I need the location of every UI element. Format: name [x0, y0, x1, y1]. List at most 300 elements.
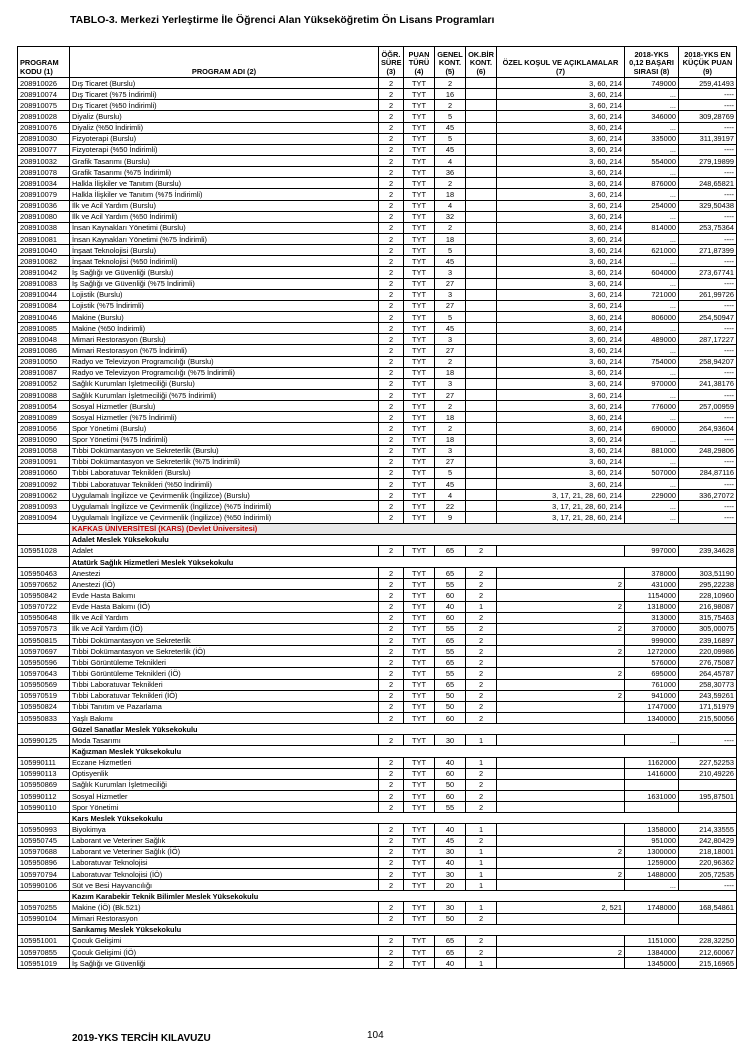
- table-row: [18, 133, 737, 144]
- general-quota-cell: 3: [435, 289, 466, 300]
- general-quota-cell: 45: [435, 479, 466, 490]
- top-student-quota-cell: 2: [466, 835, 497, 846]
- duration-cell: 2: [379, 635, 404, 646]
- success-rank-cell: 1747000: [625, 701, 679, 712]
- table-row: [18, 111, 737, 122]
- program-code-cell: 105970688: [18, 846, 70, 857]
- program-code-cell: 208910050: [18, 356, 70, 367]
- program-code-cell: 208910084: [18, 300, 70, 311]
- general-quota-cell: 65: [435, 946, 466, 957]
- general-quota-cell: 18: [435, 367, 466, 378]
- general-quota-cell: 27: [435, 345, 466, 356]
- table-row: [18, 713, 737, 724]
- general-quota-cell: 40: [435, 601, 466, 612]
- table-row: [18, 791, 737, 802]
- general-quota-cell: 60: [435, 713, 466, 724]
- conditions-cell: 3, 60, 214: [497, 289, 625, 300]
- footer-guide-title: 2019-YKS TERCİH KILAVUZU: [72, 1033, 211, 1044]
- top-student-quota-cell: 2: [466, 802, 497, 813]
- success-rank-cell: ...: [625, 233, 679, 244]
- table-row: [18, 501, 737, 512]
- conditions-cell: 2: [497, 690, 625, 701]
- table-row: [18, 222, 737, 233]
- empty-code-cell: [18, 924, 70, 935]
- conditions-cell: [497, 701, 625, 712]
- table-row: [18, 289, 737, 300]
- top-student-quota-cell: 2: [466, 679, 497, 690]
- top-student-quota-cell: [466, 334, 497, 345]
- program-code-cell: 105951001: [18, 935, 70, 946]
- header-program-adi: PROGRAM ADI (2): [70, 47, 379, 78]
- top-student-quota-cell: 2: [466, 579, 497, 590]
- conditions-cell: 3, 60, 214: [497, 245, 625, 256]
- program-code-cell: 208910093: [18, 501, 70, 512]
- program-code-cell: 208910030: [18, 133, 70, 144]
- table-row: [18, 545, 737, 556]
- conditions-cell: 3, 60, 214: [497, 155, 625, 166]
- general-quota-cell: 65: [435, 635, 466, 646]
- table-row: [18, 412, 737, 423]
- top-student-quota-cell: [466, 345, 497, 356]
- programs-table: [17, 46, 737, 969]
- score-type-cell: TYT: [404, 334, 435, 345]
- program-name-cell: Sosyal Hizmetler (Burslu): [70, 401, 379, 412]
- table-row: [18, 256, 737, 267]
- score-type-cell: TYT: [404, 958, 435, 969]
- program-code-cell: 105950463: [18, 568, 70, 579]
- general-quota-cell: 50: [435, 913, 466, 924]
- min-score-cell: 315,75463: [679, 612, 737, 623]
- success-rank-cell: 1259000: [625, 857, 679, 868]
- score-type-cell: TYT: [404, 857, 435, 868]
- header-ozel-kosul: ÖZEL KOŞUL VE AÇIKLAMALAR (7): [497, 47, 625, 78]
- general-quota-cell: 5: [435, 311, 466, 322]
- program-code-cell: 208910062: [18, 490, 70, 501]
- general-quota-cell: 45: [435, 256, 466, 267]
- program-name-cell: Tıbbi Dokümantasyon ve Sekreterlik (%75 İndirimli): [70, 456, 379, 467]
- program-code-cell: 105950745: [18, 835, 70, 846]
- min-score-cell: 254,50947: [679, 311, 737, 322]
- success-rank-cell: 749000: [625, 78, 679, 89]
- table-row: [18, 89, 737, 100]
- program-name-cell: Çocuk Gelişimi (İÖ): [70, 946, 379, 957]
- program-code-cell: 208910088: [18, 389, 70, 400]
- min-score-cell: ----: [679, 189, 737, 200]
- score-type-cell: TYT: [404, 690, 435, 701]
- table-row: [18, 445, 737, 456]
- program-code-cell: 208910046: [18, 311, 70, 322]
- table-row: [18, 378, 737, 389]
- success-rank-cell: 431000: [625, 579, 679, 590]
- duration-cell: 2: [379, 824, 404, 835]
- program-name-cell: Spor Yönetimi: [70, 802, 379, 813]
- program-code-cell: 208910085: [18, 323, 70, 334]
- success-rank-cell: ...: [625, 323, 679, 334]
- success-rank-cell: ...: [625, 479, 679, 490]
- program-code-cell: 105970855: [18, 946, 70, 957]
- top-student-quota-cell: [466, 401, 497, 412]
- score-type-cell: TYT: [404, 646, 435, 657]
- min-score-cell: 215,16965: [679, 958, 737, 969]
- min-score-cell: ----: [679, 256, 737, 267]
- top-student-quota-cell: 1: [466, 902, 497, 913]
- conditions-cell: [497, 824, 625, 835]
- conditions-cell: 3, 60, 214: [497, 89, 625, 100]
- program-code-cell: 208910034: [18, 178, 70, 189]
- duration-cell: 2: [379, 690, 404, 701]
- duration-cell: 2: [379, 668, 404, 679]
- program-code-cell: 208910094: [18, 512, 70, 523]
- faculty-name: Güzel Sanatlar Meslek Yüksekokulu: [70, 724, 737, 735]
- table-row: [18, 779, 737, 790]
- top-student-quota-cell: [466, 245, 497, 256]
- program-name-cell: Grafik Tasarımı (%75 İndirimli): [70, 167, 379, 178]
- program-code-cell: 208910077: [18, 144, 70, 155]
- duration-cell: 2: [379, 713, 404, 724]
- program-name-cell: Biyokimya: [70, 824, 379, 835]
- min-score-cell: 279,19899: [679, 155, 737, 166]
- min-score-cell: ----: [679, 479, 737, 490]
- faculty-name: Adalet Meslek Yüksekokulu: [70, 534, 737, 545]
- table-row: [18, 958, 737, 969]
- table-row: [18, 434, 737, 445]
- duration-cell: 2: [379, 501, 404, 512]
- program-name-cell: Laborant ve Veteriner Sağlık (İÖ): [70, 846, 379, 857]
- table-row: [18, 757, 737, 768]
- top-student-quota-cell: 1: [466, 958, 497, 969]
- table-row: [18, 278, 737, 289]
- conditions-cell: 2: [497, 946, 625, 957]
- top-student-quota-cell: [466, 378, 497, 389]
- score-type-cell: TYT: [404, 233, 435, 244]
- success-rank-cell: ...: [625, 256, 679, 267]
- score-type-cell: TYT: [404, 479, 435, 490]
- general-quota-cell: 32: [435, 211, 466, 222]
- score-type-cell: TYT: [404, 668, 435, 679]
- program-name-cell: Lojistik (Burslu): [70, 289, 379, 300]
- duration-cell: 2: [379, 245, 404, 256]
- top-student-quota-cell: 2: [466, 713, 497, 724]
- table-row: [18, 868, 737, 879]
- program-name-cell: Tıbbi Dokümantasyon ve Sekreterlik (İÖ): [70, 646, 379, 657]
- min-score-cell: 220,96362: [679, 857, 737, 868]
- program-code-cell: 208910080: [18, 211, 70, 222]
- duration-cell: 2: [379, 958, 404, 969]
- conditions-cell: 3, 60, 214: [497, 401, 625, 412]
- faculty-name: Kazım Karabekir Teknik Bilimler Meslek Yüksekokulu: [70, 891, 737, 902]
- top-student-quota-cell: 2: [466, 791, 497, 802]
- program-code-cell: 105990112: [18, 791, 70, 802]
- success-rank-cell: 1488000: [625, 868, 679, 879]
- duration-cell: 2: [379, 256, 404, 267]
- min-score-cell: ----: [679, 122, 737, 133]
- empty-code-cell: [18, 746, 70, 757]
- program-name-cell: Uygulamalı İngilizce ve Çevirmenlik (İngilizce) (%50 İndirimli): [70, 512, 379, 523]
- general-quota-cell: 45: [435, 144, 466, 155]
- success-rank-cell: 721000: [625, 289, 679, 300]
- table-row: [18, 456, 737, 467]
- score-type-cell: TYT: [404, 89, 435, 100]
- top-student-quota-cell: 2: [466, 913, 497, 924]
- success-rank-cell: 346000: [625, 111, 679, 122]
- duration-cell: 2: [379, 222, 404, 233]
- table-row: [18, 389, 737, 400]
- conditions-cell: 3, 60, 214: [497, 144, 625, 155]
- top-student-quota-cell: [466, 111, 497, 122]
- table-row: [18, 100, 737, 111]
- program-name-cell: Süt ve Besi Hayvancılığı: [70, 880, 379, 891]
- conditions-cell: 3, 60, 214: [497, 122, 625, 133]
- duration-cell: 2: [379, 323, 404, 334]
- general-quota-cell: 60: [435, 590, 466, 601]
- empty-code-cell: [18, 724, 70, 735]
- faculty-header-row: [18, 746, 737, 757]
- min-score-cell: ----: [679, 144, 737, 155]
- score-type-cell: TYT: [404, 155, 435, 166]
- duration-cell: 2: [379, 935, 404, 946]
- program-name-cell: Dış Ticaret (%75 İndirimli): [70, 89, 379, 100]
- program-name-cell: Dış Ticaret (Burslu): [70, 78, 379, 89]
- program-name-cell: Tıbbi Dokümantasyon ve Sekreterlik (Burslu): [70, 445, 379, 456]
- table-row: [18, 189, 737, 200]
- general-quota-cell: 65: [435, 935, 466, 946]
- score-type-cell: TYT: [404, 256, 435, 267]
- table-row: [18, 245, 737, 256]
- program-code-cell: 208910026: [18, 78, 70, 89]
- score-type-cell: TYT: [404, 445, 435, 456]
- conditions-cell: 3, 17, 21, 28, 60, 214: [497, 512, 625, 523]
- success-rank-cell: 1318000: [625, 601, 679, 612]
- conditions-cell: 3, 60, 214: [497, 233, 625, 244]
- success-rank-cell: 1154000: [625, 590, 679, 601]
- program-name-cell: Tıbbi Tanıtım ve Pazarlama: [70, 701, 379, 712]
- success-rank-cell: 690000: [625, 423, 679, 434]
- duration-cell: 2: [379, 490, 404, 501]
- conditions-cell: [497, 958, 625, 969]
- duration-cell: 2: [379, 768, 404, 779]
- success-rank-cell: [625, 913, 679, 924]
- min-score-cell: 220,09986: [679, 646, 737, 657]
- general-quota-cell: 40: [435, 857, 466, 868]
- min-score-cell: ----: [679, 300, 737, 311]
- duration-cell: 2: [379, 791, 404, 802]
- program-code-cell: 105951019: [18, 958, 70, 969]
- general-quota-cell: 27: [435, 300, 466, 311]
- faculty-header-row: [18, 557, 737, 568]
- table-row: [18, 155, 737, 166]
- top-student-quota-cell: 1: [466, 868, 497, 879]
- score-type-cell: TYT: [404, 100, 435, 111]
- success-rank-cell: 941000: [625, 690, 679, 701]
- success-rank-cell: 507000: [625, 467, 679, 478]
- table-row: [18, 601, 737, 612]
- program-name-cell: Tıbbi Laboratuvar Teknikleri (%50 İndirimli): [70, 479, 379, 490]
- score-type-cell: TYT: [404, 200, 435, 211]
- conditions-cell: 2: [497, 623, 625, 634]
- success-rank-cell: 754000: [625, 356, 679, 367]
- program-code-cell: 208910060: [18, 467, 70, 478]
- success-rank-cell: 313000: [625, 612, 679, 623]
- empty-code-cell: [18, 534, 70, 545]
- success-rank-cell: ...: [625, 100, 679, 111]
- min-score-cell: 271,87399: [679, 245, 737, 256]
- general-quota-cell: 55: [435, 579, 466, 590]
- general-quota-cell: 36: [435, 167, 466, 178]
- duration-cell: 2: [379, 512, 404, 523]
- program-name-cell: Anestezi: [70, 568, 379, 579]
- duration-cell: 2: [379, 300, 404, 311]
- duration-cell: 2: [379, 389, 404, 400]
- program-name-cell: Tıbbi Laboratuvar Teknikleri: [70, 679, 379, 690]
- duration-cell: 2: [379, 946, 404, 957]
- duration-cell: 2: [379, 356, 404, 367]
- top-student-quota-cell: 1: [466, 757, 497, 768]
- min-score-cell: 210,49226: [679, 768, 737, 779]
- min-score-cell: 216,98087: [679, 601, 737, 612]
- program-name-cell: Sağlık Kurumları İşletmeciliği (Burslu): [70, 378, 379, 389]
- program-name-cell: İnşaat Teknolojisi (%50 İndirimli): [70, 256, 379, 267]
- table-row: [18, 78, 737, 89]
- program-code-cell: 105950815: [18, 635, 70, 646]
- program-name-cell: Eczane Hizmetleri: [70, 757, 379, 768]
- conditions-cell: [497, 880, 625, 891]
- score-type-cell: TYT: [404, 545, 435, 556]
- min-score-cell: ----: [679, 100, 737, 111]
- min-score-cell: 239,34628: [679, 545, 737, 556]
- top-student-quota-cell: 2: [466, 946, 497, 957]
- program-name-cell: Makine (Burslu): [70, 311, 379, 322]
- program-name-cell: Fizyoterapi (%50 İndirimli): [70, 144, 379, 155]
- min-score-cell: 311,39197: [679, 133, 737, 144]
- conditions-cell: 3, 60, 214: [497, 100, 625, 111]
- min-score-cell: 261,99726: [679, 289, 737, 300]
- success-rank-cell: 229000: [625, 490, 679, 501]
- success-rank-cell: 576000: [625, 657, 679, 668]
- score-type-cell: TYT: [404, 623, 435, 634]
- top-student-quota-cell: [466, 445, 497, 456]
- program-code-cell: 105950869: [18, 779, 70, 790]
- duration-cell: 2: [379, 311, 404, 322]
- program-name-cell: Uygulamalı İngilizce ve Çevirmenlik (İngilizce) (%75 İndirimli): [70, 501, 379, 512]
- general-quota-cell: 55: [435, 668, 466, 679]
- program-code-cell: 105951028: [18, 545, 70, 556]
- top-student-quota-cell: [466, 490, 497, 501]
- top-student-quota-cell: [466, 189, 497, 200]
- table-row: [18, 946, 737, 957]
- duration-cell: 2: [379, 846, 404, 857]
- duration-cell: 2: [379, 78, 404, 89]
- general-quota-cell: 22: [435, 501, 466, 512]
- general-quota-cell: 2: [435, 423, 466, 434]
- table-row: [18, 122, 737, 133]
- success-rank-cell: 761000: [625, 679, 679, 690]
- min-score-cell: 218,18001: [679, 846, 737, 857]
- min-score-cell: 295,22238: [679, 579, 737, 590]
- top-student-quota-cell: [466, 155, 497, 166]
- top-student-quota-cell: 2: [466, 668, 497, 679]
- general-quota-cell: 45: [435, 122, 466, 133]
- conditions-cell: 2: [497, 601, 625, 612]
- table-row: [18, 144, 737, 155]
- table-row: [18, 902, 737, 913]
- score-type-cell: TYT: [404, 846, 435, 857]
- program-name-cell: Tıbbi Laboratuvar Teknikleri (İÖ): [70, 690, 379, 701]
- program-code-cell: 208910036: [18, 200, 70, 211]
- conditions-cell: [497, 779, 625, 790]
- conditions-cell: 3, 60, 214: [497, 434, 625, 445]
- general-quota-cell: 65: [435, 657, 466, 668]
- success-rank-cell: 554000: [625, 155, 679, 166]
- general-quota-cell: 27: [435, 456, 466, 467]
- program-code-cell: 105970722: [18, 601, 70, 612]
- top-student-quota-cell: 1: [466, 824, 497, 835]
- score-type-cell: TYT: [404, 835, 435, 846]
- conditions-cell: 3, 60, 214: [497, 345, 625, 356]
- success-rank-cell: 604000: [625, 267, 679, 278]
- top-student-quota-cell: 2: [466, 768, 497, 779]
- top-student-quota-cell: [466, 200, 497, 211]
- top-student-quota-cell: [466, 256, 497, 267]
- table-row: [18, 323, 737, 334]
- score-type-cell: TYT: [404, 434, 435, 445]
- duration-cell: 2: [379, 189, 404, 200]
- header-en-kucuk-puan: 2018-YKS EN KÜÇÜK PUAN (9): [679, 47, 737, 78]
- program-name-cell: Moda Tasarımı: [70, 735, 379, 746]
- top-student-quota-cell: [466, 133, 497, 144]
- general-quota-cell: 18: [435, 434, 466, 445]
- program-code-cell: 105970652: [18, 579, 70, 590]
- general-quota-cell: 20: [435, 880, 466, 891]
- conditions-cell: 2, 521: [497, 902, 625, 913]
- program-code-cell: 105970519: [18, 690, 70, 701]
- top-student-quota-cell: 2: [466, 545, 497, 556]
- min-score-cell: 228,10960: [679, 590, 737, 601]
- program-name-cell: Radyo ve Televizyon Programcılığı (Burslu): [70, 356, 379, 367]
- header-puan-turu: PUAN TÜRÜ (4): [404, 47, 435, 78]
- faculty-name: Kars Meslek Yüksekokulu: [70, 813, 737, 824]
- top-student-quota-cell: [466, 211, 497, 222]
- general-quota-cell: 55: [435, 623, 466, 634]
- top-student-quota-cell: [466, 233, 497, 244]
- min-score-cell: 168,54861: [679, 902, 737, 913]
- table-row: [18, 267, 737, 278]
- min-score-cell: 336,27072: [679, 490, 737, 501]
- score-type-cell: TYT: [404, 590, 435, 601]
- min-score-cell: ----: [679, 512, 737, 523]
- top-student-quota-cell: 2: [466, 701, 497, 712]
- top-student-quota-cell: [466, 356, 497, 367]
- general-quota-cell: 4: [435, 155, 466, 166]
- min-score-cell: [679, 802, 737, 813]
- duration-cell: 2: [379, 345, 404, 356]
- success-rank-cell: ...: [625, 735, 679, 746]
- general-quota-cell: 30: [435, 868, 466, 879]
- top-student-quota-cell: [466, 434, 497, 445]
- min-score-cell: ----: [679, 323, 737, 334]
- program-name-cell: Makine (%50 İndirimli): [70, 323, 379, 334]
- top-student-quota-cell: [466, 89, 497, 100]
- success-rank-cell: 1300000: [625, 846, 679, 857]
- general-quota-cell: 30: [435, 846, 466, 857]
- top-student-quota-cell: [466, 389, 497, 400]
- min-score-cell: 248,29806: [679, 445, 737, 456]
- conditions-cell: [497, 635, 625, 646]
- table-row: [18, 590, 737, 601]
- success-rank-cell: ...: [625, 144, 679, 155]
- program-code-cell: 208910092: [18, 479, 70, 490]
- score-type-cell: TYT: [404, 111, 435, 122]
- score-type-cell: TYT: [404, 791, 435, 802]
